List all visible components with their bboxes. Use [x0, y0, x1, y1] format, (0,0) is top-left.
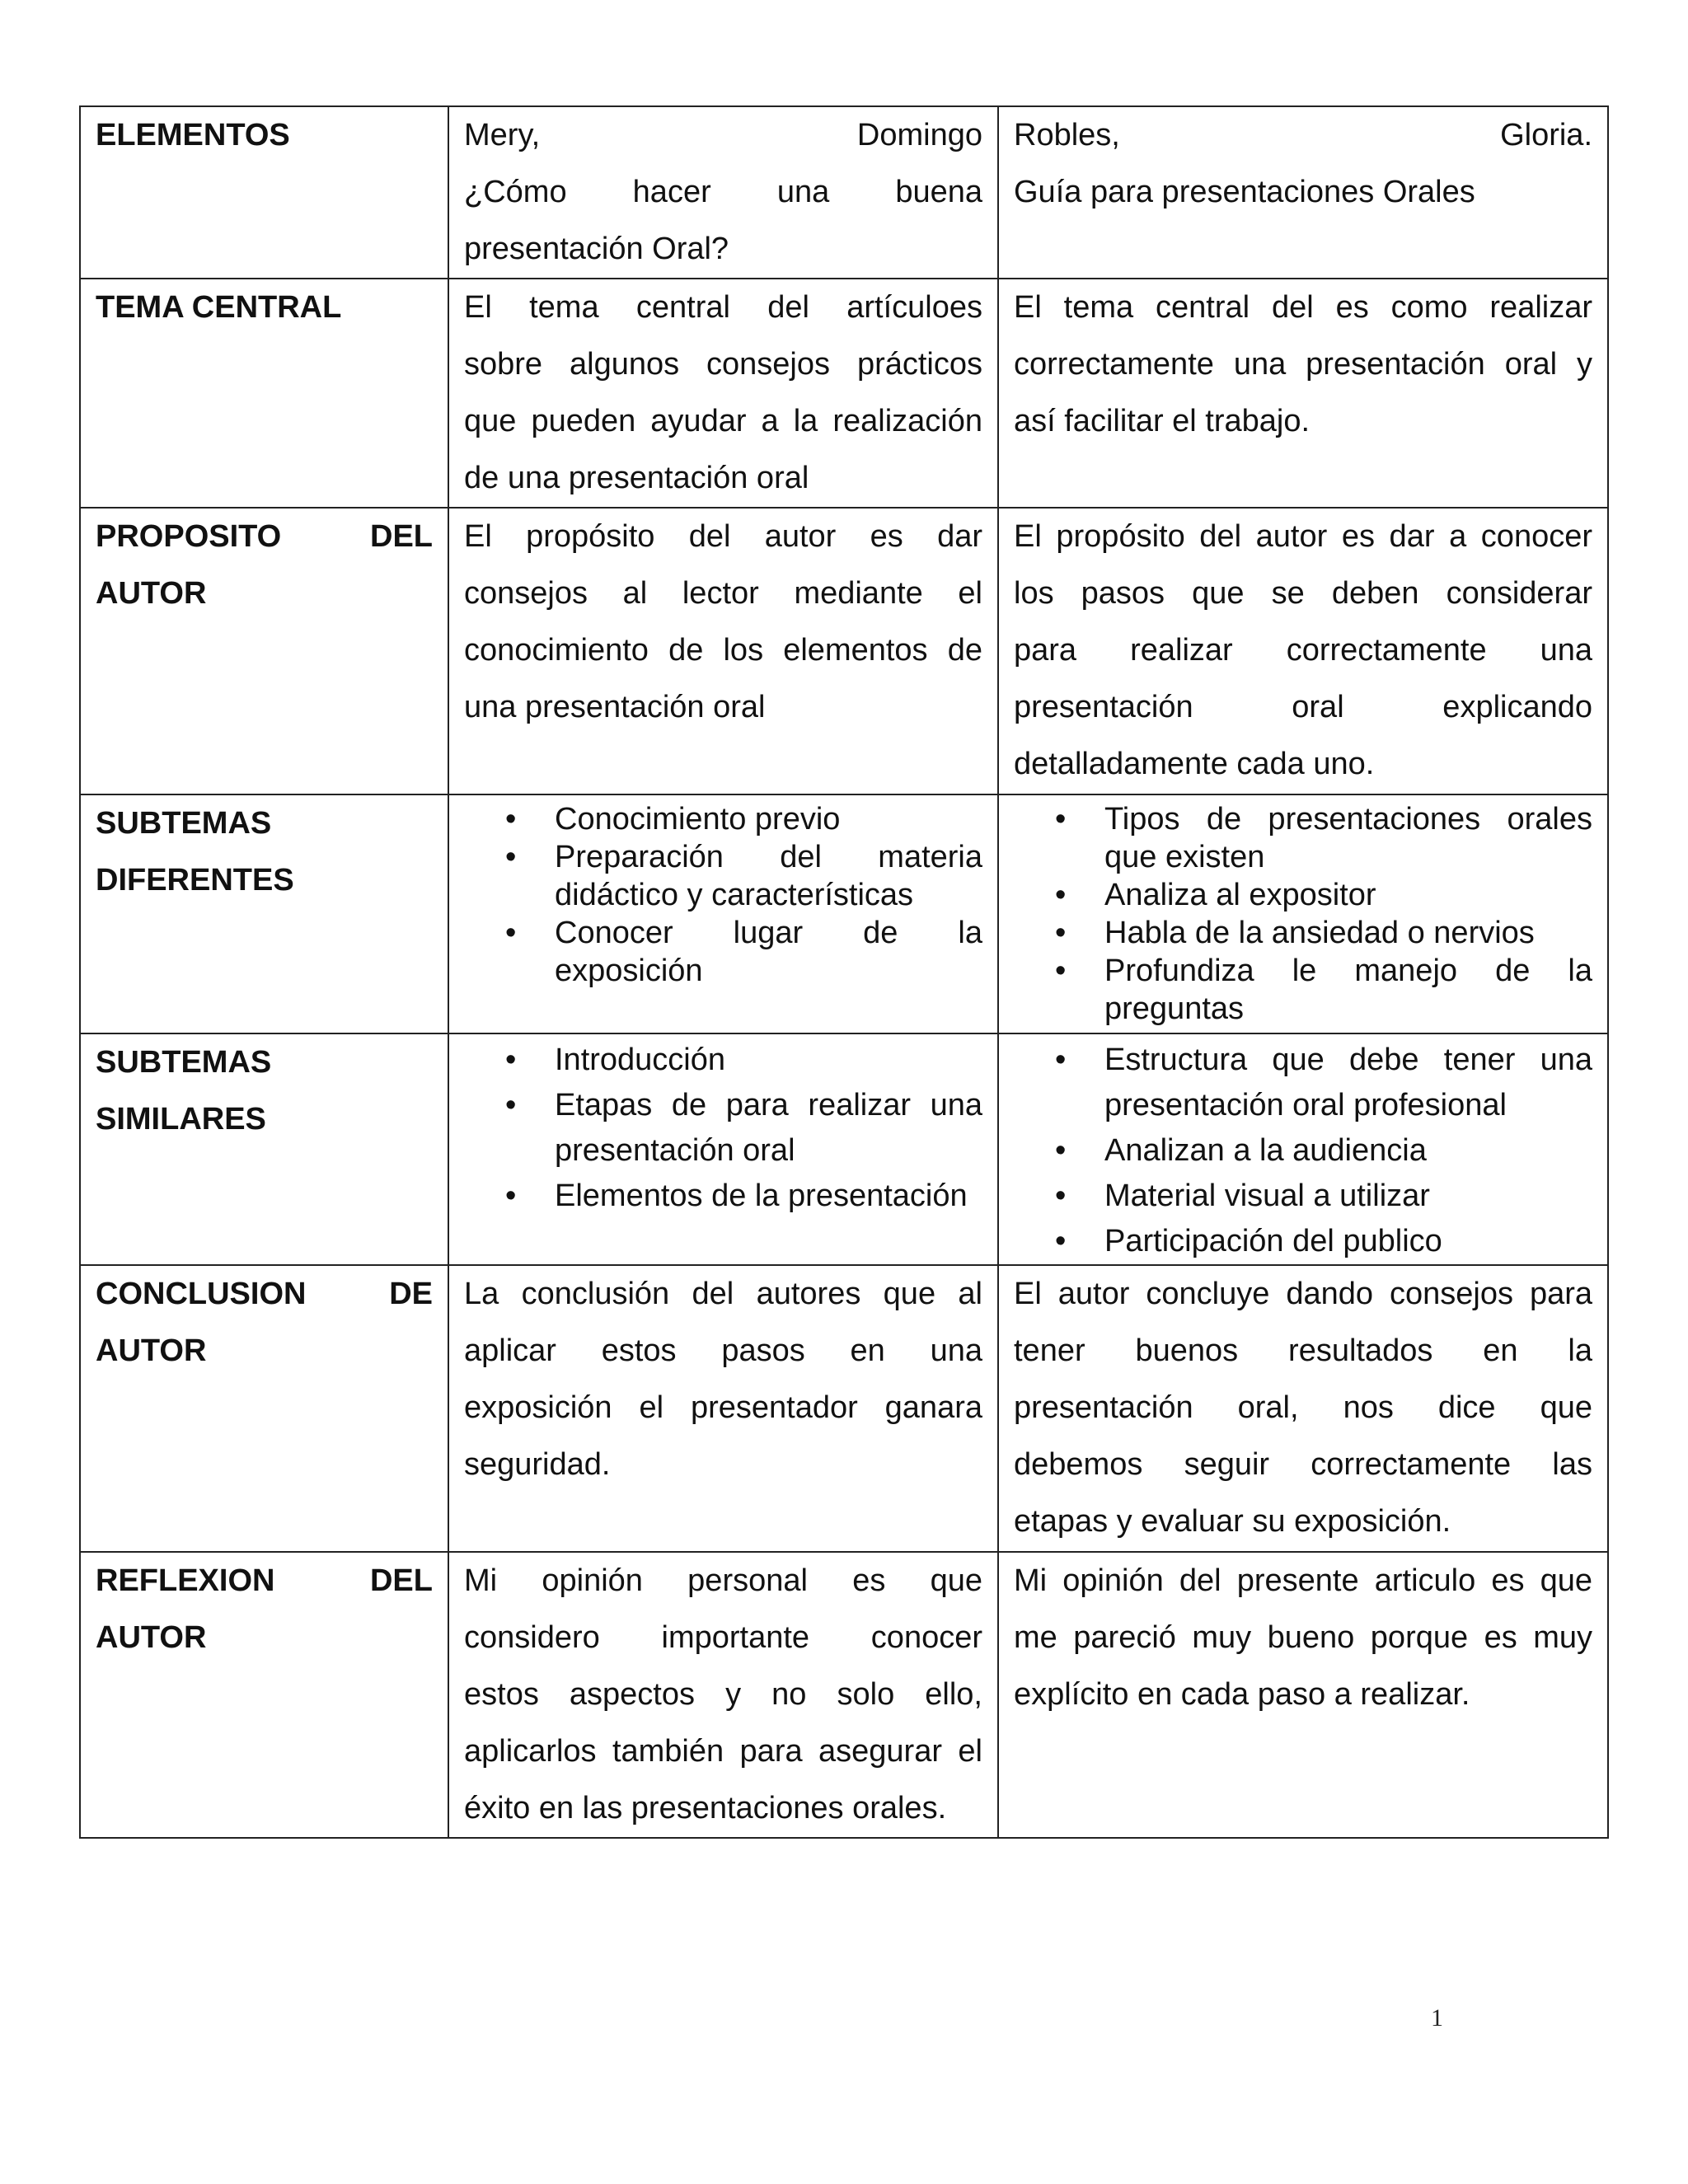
- list-item: • Material visual a utilizar: [999, 1174, 1592, 1219]
- cell-line: detalladamente cada uno.: [1014, 747, 1375, 781]
- row-label-cell: [80, 1265, 448, 1552]
- cell-line: Robles, Gloria.: [1014, 118, 1592, 152]
- list-item: • Habla de la ansiedad o nervios: [999, 914, 1592, 952]
- cell-line: El tema central del artículoes: [464, 290, 982, 325]
- source-1-cell: [448, 1265, 998, 1552]
- cell-line: explícito en cada paso a realizar.: [1014, 1677, 1470, 1712]
- cell-line: sobre algunos consejos prácticos: [464, 347, 982, 382]
- comparison-table: [79, 105, 1609, 1839]
- source-2-cell: [998, 1033, 1608, 1265]
- row-label: SUBTEMAS: [96, 1045, 272, 1080]
- list-item: • Introducción: [449, 1038, 982, 1083]
- cell-line: consejos al lector mediante el: [464, 576, 982, 611]
- row-label: DIFERENTES: [96, 863, 294, 898]
- cell-line: considero importante conocer: [464, 1620, 982, 1655]
- cell-line: El propósito del autor es dar: [464, 519, 982, 554]
- page-number: 1: [1431, 2004, 1443, 2032]
- list-item: • Analiza al expositor: [999, 876, 1592, 914]
- source-2-cell: [998, 279, 1608, 508]
- row-label: CONCLUSION DE: [96, 1277, 433, 1311]
- cell-line: seguridad.: [464, 1447, 611, 1482]
- list-item: • Elementos de la presentación: [449, 1174, 982, 1219]
- cell-line: para realizar correctamente una: [1014, 633, 1592, 668]
- list-item: • Tipos de presentaciones orales que existen: [999, 800, 1592, 876]
- source-1-cell: [448, 794, 998, 1033]
- cell-line: El tema central del es como realizar: [1014, 290, 1592, 325]
- cell-line: aplicarlos también para asegurar el: [464, 1734, 982, 1769]
- cell-line: Mery, Domingo: [464, 118, 982, 152]
- cell-line: aplicar estos pasos en una: [464, 1333, 982, 1368]
- cell-line: de una presentación oral: [464, 461, 809, 495]
- bullet-list: [999, 795, 1592, 1033]
- source-2-cell: [998, 508, 1608, 794]
- list-item: • Conocimiento previo: [449, 800, 982, 838]
- list-item: • Profundiza le manejo de la preguntas: [999, 952, 1592, 1028]
- table-row: [80, 1033, 1608, 1265]
- list-item: • Analizan a la audiencia: [999, 1128, 1592, 1174]
- source-2-cell: [998, 1552, 1608, 1838]
- list-item: • Etapas de para realizar una presentación oral: [449, 1083, 982, 1174]
- table-row: [80, 279, 1608, 508]
- table-row: [80, 794, 1608, 1033]
- cell-line: me pareció muy bueno porque es muy: [1014, 1620, 1592, 1655]
- cell-line: que pueden ayudar a la realización: [464, 404, 982, 438]
- cell-line: los pasos que se deben considerar: [1014, 576, 1592, 611]
- row-label: PROPOSITO DEL: [96, 519, 433, 554]
- cell-line: presentación Oral?: [464, 232, 729, 266]
- cell-line: presentación oral explicando: [1014, 690, 1592, 724]
- cell-line: El propósito del autor es dar a conocer: [1014, 519, 1592, 554]
- row-label: AUTOR: [96, 1333, 207, 1368]
- bullet-list: [999, 1034, 1592, 1264]
- cell-line: conocimiento de los elementos de: [464, 633, 982, 668]
- row-label-cell: [80, 794, 448, 1033]
- row-label: TEMA CENTRAL: [96, 290, 342, 325]
- row-label: AUTOR: [96, 1620, 207, 1655]
- cell-line: presentación oral, nos dice que: [1014, 1390, 1592, 1425]
- cell-line: así facilitar el trabajo.: [1014, 404, 1311, 438]
- source-2-cell: [998, 1265, 1608, 1552]
- cell-line: estos aspectos y no solo ello,: [464, 1677, 982, 1712]
- source-1-cell: [448, 508, 998, 794]
- list-item: • Participación del publico: [999, 1219, 1592, 1264]
- row-label-cell: [80, 1552, 448, 1838]
- row-label: ELEMENTOS: [96, 118, 290, 152]
- cell-line: una presentación oral: [464, 690, 766, 724]
- cell-line: exposición el presentador ganara: [464, 1390, 982, 1425]
- list-item: • Estructura que debe tener una presentación oral profesional: [999, 1038, 1592, 1128]
- bullet-list: [449, 1034, 982, 1219]
- source-1-cell: [448, 1552, 998, 1838]
- source-1-cell: [448, 1033, 998, 1265]
- list-item: • Preparación del materia didáctico y características: [449, 838, 982, 914]
- row-label: SUBTEMAS: [96, 806, 272, 841]
- bullet-list: [449, 795, 982, 995]
- row-label: SIMILARES: [96, 1102, 266, 1137]
- cell-line: correctamente una presentación oral y: [1014, 347, 1592, 382]
- cell-line: El autor concluye dando consejos para: [1014, 1277, 1592, 1311]
- cell-line: Guía para presentaciones Orales: [1014, 175, 1475, 209]
- row-label-cell: [80, 508, 448, 794]
- row-label-cell: [80, 106, 448, 279]
- source-2-cell: [998, 106, 1608, 279]
- list-item: • Conocer lugar de la exposición: [449, 914, 982, 990]
- cell-line: Mi opinión del presente articulo es que: [1014, 1563, 1592, 1598]
- cell-line: ¿Cómo hacer una buena: [464, 175, 982, 209]
- source-1-cell: [448, 106, 998, 279]
- cell-line: tener buenos resultados en la: [1014, 1333, 1592, 1368]
- source-1-cell: [448, 279, 998, 508]
- row-label-cell: [80, 1033, 448, 1265]
- table-row: [80, 508, 1608, 794]
- table-row: [80, 1265, 1608, 1552]
- cell-line: debemos seguir correctamente las: [1014, 1447, 1592, 1482]
- row-label: AUTOR: [96, 576, 207, 611]
- row-label: REFLEXION DEL: [96, 1563, 433, 1598]
- table-row: [80, 1552, 1608, 1838]
- source-2-cell: [998, 794, 1608, 1033]
- cell-line: La conclusión del autores que al: [464, 1277, 982, 1311]
- cell-line: etapas y evaluar su exposición.: [1014, 1504, 1451, 1539]
- row-label-cell: [80, 279, 448, 508]
- table-row: [80, 106, 1608, 279]
- cell-line: Mi opinión personal es que: [464, 1563, 982, 1598]
- cell-line: éxito en las presentaciones orales.: [464, 1791, 947, 1825]
